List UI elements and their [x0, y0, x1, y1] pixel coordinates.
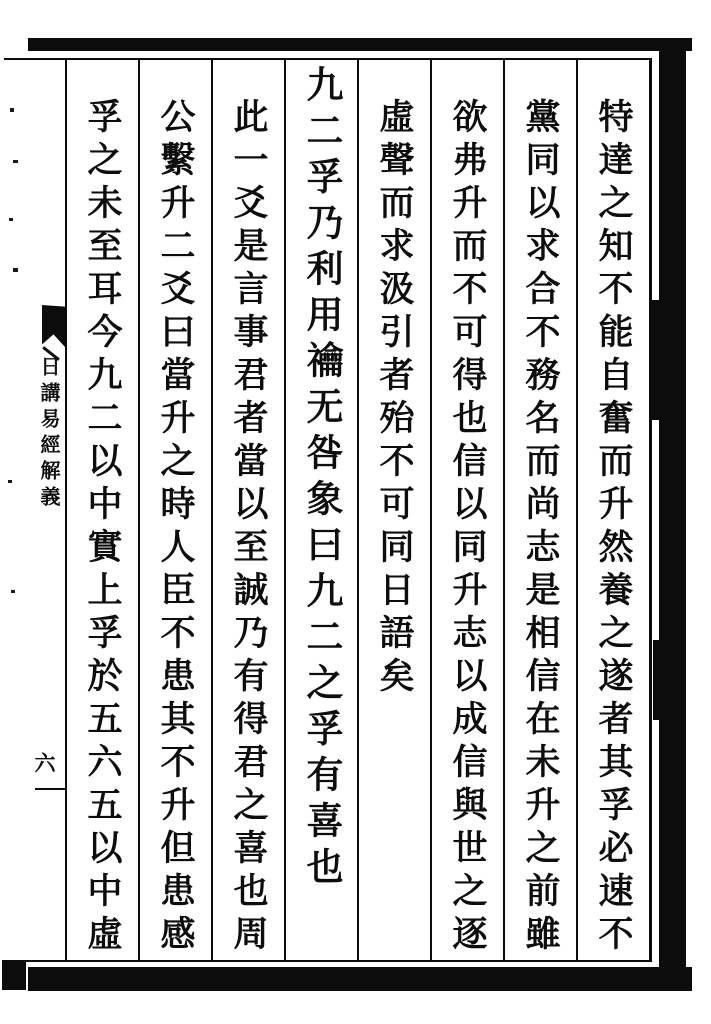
ink-blob-bottom-left: [2, 960, 26, 990]
column-text: 虛聲而求汲引者殆不可同日語矣: [374, 98, 415, 700]
text-column-2: [503, 60, 576, 960]
cut-off-text-mark: [9, 218, 13, 221]
outer-border-top: [28, 38, 692, 51]
outer-border-bottom: [28, 967, 692, 991]
border-ink-bump: [653, 640, 659, 720]
cut-off-text-mark: [8, 480, 12, 483]
column-text: 黨同以求合不務名而尚志是相信在未升之前雖: [520, 98, 561, 958]
text-column-7: [138, 60, 211, 960]
column-text: 特達之知不能自奮而升然養之遂者其孚必速不: [593, 98, 634, 958]
column-text: 欲弗升而不可得也信以同升志以成信與世之逐: [447, 98, 488, 958]
border-ink-bump: [652, 300, 659, 420]
column-text: 九二孚乃利用禴无咎象曰九二之孚有喜也: [300, 65, 344, 893]
spine-column: [4, 60, 65, 960]
text-column-1: [576, 60, 649, 960]
outer-border-right: [659, 38, 686, 990]
text-column-6: [211, 60, 284, 960]
text-column-3: [430, 60, 503, 960]
cut-off-text-mark: [13, 268, 18, 272]
folio-divider-rule: [35, 788, 65, 790]
cut-off-text-mark: [13, 160, 18, 163]
cut-off-text-mark: [11, 590, 15, 593]
text-frame: [4, 58, 652, 962]
folio-page-number: 六: [32, 752, 57, 773]
fishtail-icon: [42, 305, 65, 347]
text-column-4: [357, 60, 430, 960]
cut-off-text-mark: [10, 108, 14, 112]
column-text: 此一爻是言事君者當以至誠乃有得君之喜也周: [228, 98, 269, 958]
column-text: 孚之未至耳今九二以中實上孚於五六五以中虛: [82, 98, 123, 958]
spine-book-title: 日講易經解義: [37, 356, 61, 512]
text-column-8: [65, 60, 138, 960]
text-column-5-classic: [284, 60, 357, 960]
column-text: 公繫升二爻曰當升之時人臣不患其不升但患感: [155, 98, 196, 958]
